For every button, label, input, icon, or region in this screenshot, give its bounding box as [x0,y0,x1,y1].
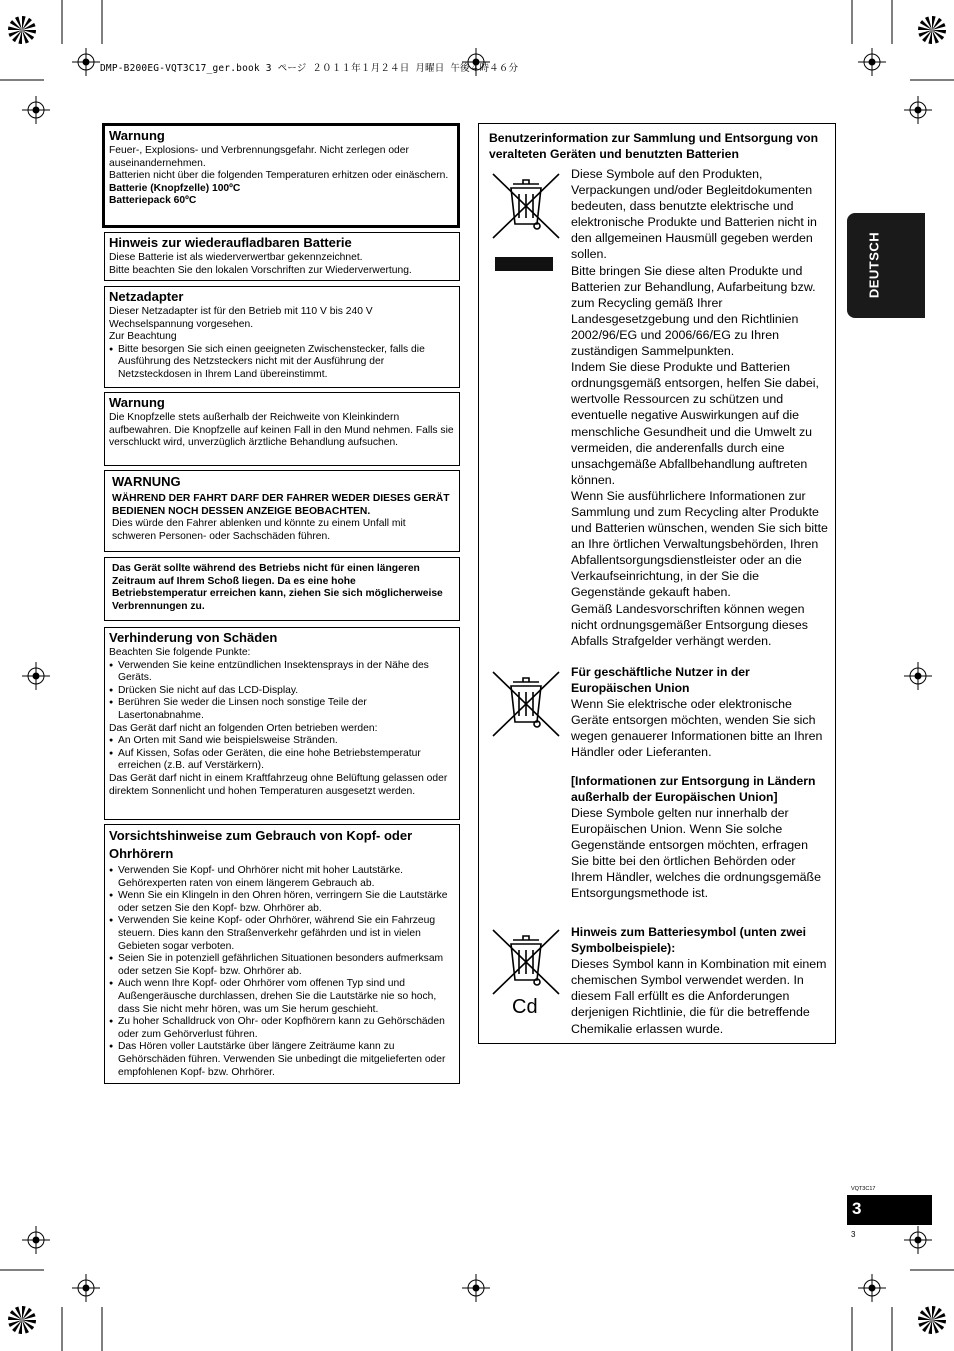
registration-crosshair [858,1274,886,1302]
doc-code: VQT3C17 [851,1186,876,1192]
corner-target [8,16,36,44]
bullet-item: ● Seien Sie in potenziell gefährlichen Situationen besonders aufmerksam oder setzen Sie Kopf- bzw. Ohrhörer ab. [109,953,455,978]
section-title: Warnung [109,395,165,410]
bullet-item: ● Das Hören voller Lautstärke über längere Zeiträume kann zu Gehörschäden führen. Verwenden Sie unbedingt die mitgelieferten oder empfohlenen Kopf- bzw. Ohrhörer. [109,1041,455,1079]
section-title: Netzadapter [109,289,184,304]
ac-adapter-box [104,286,460,388]
text-line: Wenn Sie ausführlichere Informationen zur Sammlung und zum Recycling alter Produkte und Batterien wünschen, wenden Sie sich bitte an Ihre örtlichen Verwaltungsbehörden, Ihren Abfallentsorgungsdienstleister oder an die Verkaufseinrichtung, in der Sie die Gegenstände gekauft haben. [571,488,828,600]
text-line: WÄHREND DER FAHRT DARF DER FAHRER WEDER DIESES GERÄT BEDIENEN NOCH DESSEN ANZEIGE BEOBACHTEN. [112,493,450,517]
section-title: Warnung [109,128,165,143]
text-line: Hinweis zum Batteriesymbol (unten zwei Symbolbeispiele): [571,925,806,956]
bullet-item: ● Zu hoher Schalldruck von Ohr- oder Kopfhörern kann zu Gehörschäden oder zum Gehörverlust führen. [109,1016,455,1041]
text-line: Batterien nicht über die folgenden Temperaturen erhitzen oder einäschern. [109,170,449,182]
page-number: 3 [852,1199,862,1218]
bin-bar-icon [495,257,553,271]
headphone-precautions-box [104,824,460,1084]
text-line: Das Gerät darf nicht an folgenden Orten betrieben werden: [109,722,378,734]
bullet-item: ● Auf Kissen, Sofas oder Geräten, die eine hohe Betriebstemperatur erreichen (z.B. auf Verstärkern). [109,748,455,773]
rechargeable-battery-box [104,232,460,281]
text-line: Wenn Sie elektrische oder elektronische Geräte entsorgen möchten, wenden Sie sich wegen genauerer Informationen bitte an Ihren Händler oder Lieferanten. [571,697,823,760]
corner-target [918,16,946,44]
text-line: [Informationen zur Entsorgung in Ländern außerhalb der Europäischen Union] [571,773,816,804]
bullet-item: ● Verwenden Sie Kopf- und Ohrhörer nicht mit hoher Lautstärke. Gehörexperten raten von einem längerem Gebrauch ab. [109,865,455,890]
text-line: Das Gerät darf nicht in einem Kraftfahrzeug ohne Belüftung gelassen oder direktem Sonnenlicht und hohen Temperaturen ausgesetzt werden. [109,772,448,797]
text-line: Für geschäftliche Nutzer in der Europäischen Union [571,665,750,696]
bullet-item: ● Berühren Sie weder die Linsen noch sonstige Teile der Lasertonabnahme. [109,697,455,722]
section-title: Vorsichtshinweise zum Gebrauch von Kopf- oder Ohrhörern [109,828,413,861]
crossed-bin-icon [489,924,563,998]
bullet-item: ● Verwenden Sie keine entzündlichen Insektensprays in der Nähe des Geräts. [109,660,455,685]
bullet-item: ● Drücken Sie nicht auf das LCD-Display. [109,685,455,698]
battery-symbol-text [571,924,829,1037]
text-line: Indem Sie diese Produkte und Batterien ordnungsgemäß entsorgen, helfen Sie dabei, wertvolle Ressourcen zu schützen und eventuelle negative Auswirkungen auf die menschliche Gesundheit und die Umwelt zu vermeiden, die anderenfalls durch eine unsachgemäße Abfallbehandlung auftreten können. [571,360,819,487]
text-line: Dies würde den Fahrer ablenken und könnte zu einem Unfall mit schweren Personen- oder Sachschäden führen. [112,518,406,542]
crossed-bin-icon [489,666,563,740]
text-line: Zur Beachtung [109,331,177,343]
business-users-text [571,664,829,901]
text-line: Diese Batterie ist als wiederverwertbar gekennzeichnet. [109,252,363,263]
print-header-line: DMP-B200EG-VQT3C17_ger.book 3 ページ ２０１１年１月２４日 月曜日 午後４時４６分 [100,63,519,74]
text-line: Das Gerät sollte während des Betriebs nicht für einen längeren Zeitraum auf Ihrem Schoß liegen. Da es eine hohe Betriebstemperatur erreichen kann, ziehen Sie sich möglicherweise Verbrennungen zu. [112,563,443,612]
bullet-item: ● Verwenden Sie keine Kopf- oder Ohrhörer, während Sie ein Fahrzeug steuern. Dies kann den Straßenverkehr gefährden und ist in vielen Gebieten sogar verboten. [109,915,455,953]
registration-crosshair [904,1226,932,1254]
bullet-item: ● Auch wenn Ihre Kopf- oder Ohrhörer vom offenen Typ sind und Außengeräusche durchlassen, drehen Sie die Lautstärke nie so hoch, dass Sie nicht mehr hören, was um Sie herum geschieht. [109,978,455,1016]
corner-target [918,1306,946,1334]
registration-crosshair [72,48,100,76]
section-title: Hinweis zur wiederaufladbaren Batterie [109,235,352,250]
registration-crosshair [858,48,886,76]
page-number-small: 3 [851,1230,856,1239]
disposal-info-box [478,123,836,1044]
text-line: Bitte bringen Sie diese alten Produkte und Batterien zur Behandlung, Aufarbeitung bzw. zum Recycling gemäß Ihrer Landesgesetzgebung und den Richtlinien 2002/96/EG und 2006/66/EG zu Ihren zuständigen Sammelpunkten. [571,263,816,359]
text-line: Batterie (Knopfzelle) 100ºC [109,182,241,194]
text-line: Gemäß Landesvorschriften können wegen nicht ordnungsgemäßer Entsorgung dieses Abfalls Strafgelder verhängt werden. [571,601,808,648]
warning-box-battery [102,123,460,228]
damage-prevention-box [104,627,460,820]
driving-warning-box [104,470,460,552]
bullet-item: ● Bitte besorgen Sie sich einen geeigneten Zwischenstecker, falls die Ausführung des Netzsteckers nicht mit der Ausführung der Netzsteckdosen in Ihrem Land übereinstimmt. [109,344,455,382]
text-line: Dieses Symbol kann in Kombination mit einem chemischen Symbol verwendet werden. In diesem Fall erfüllt es die Anforderungen derjenigen Richtlinie, die für die betreffende Chemikalie erlassen wurde. [571,957,827,1036]
registration-crosshair [22,662,50,690]
corner-target [8,1306,36,1334]
text-line: Dieser Netzadapter ist für den Betrieb mit 110 V bis 240 V Wechselspannung vorgesehen. [109,306,373,330]
text-line: Beachten Sie folgende Punkte: [109,647,251,658]
cadmium-symbol: Cd [512,996,538,1018]
text-line: Diese Symbole auf den Produkten, Verpackungen und/oder Begleitdokumenten bedeuten, dass benutzte elektrische und elektronische Produkte und Batterien nicht in den allgemeinen Hausmüll gegeben werden sollen. [571,167,817,262]
registration-crosshair [22,1226,50,1254]
registration-crosshair [22,96,50,124]
registration-crosshair [904,662,932,690]
text-line: Feuer-, Explosions- und Verbrennungsgefahr. Nicht zerlegen oder auseinandernehmen. [109,145,409,169]
text-line: Bitte beachten Sie den lokalen Vorschriften zur Wiederverwertung. [109,264,412,276]
registration-crosshair [462,1274,490,1302]
bullet-item: ● An Orten mit Sand wie beispielsweise Stränden. [109,735,455,748]
registration-crosshair [904,96,932,124]
disposal-main-text [571,166,829,649]
crossed-bin-icon [489,168,563,242]
disposal-title: Benutzerinformation zur Sammlung und Entsorgung von veralteten Geräten und benutzten Batterien [489,131,819,161]
text-line: Die Knopfzelle stets außerhalb der Reichweite von Kleinkindern aufbewahren. Die Knopfzelle auf keinen Fall in den Mund nehmen. Falls sie verschluckt wird, unverzüglich ärztliche Behandlung aufsuchen. [109,412,454,449]
section-title: WARNUNG [112,474,181,489]
language-tab [847,213,925,318]
language-tab-label: DEUTSCH [866,231,882,299]
lap-heat-warning-box [104,557,460,621]
bullet-item: ● Wenn Sie ein Klingeln in den Ohren hören, verringern Sie die Lautstärke oder setzen Sie den Kopf- bzw. Ohrhörer ab. [109,890,455,915]
section-title: Verhinderung von Schäden [109,630,278,645]
coin-cell-warning-box [104,392,460,466]
text-line: Diese Symbole gelten nur innerhalb der Europäischen Union. Wenn Sie solche Gegenstände entsorgen möchten, erfragen Sie bitte bei den örtlichen Behörden oder Ihrem Händler, welches die ordnungsgemäße Entsorgungsmethode ist. [571,805,822,901]
text-line: Batteriepack 60ºC [109,195,197,207]
registration-crosshair [72,1274,100,1302]
